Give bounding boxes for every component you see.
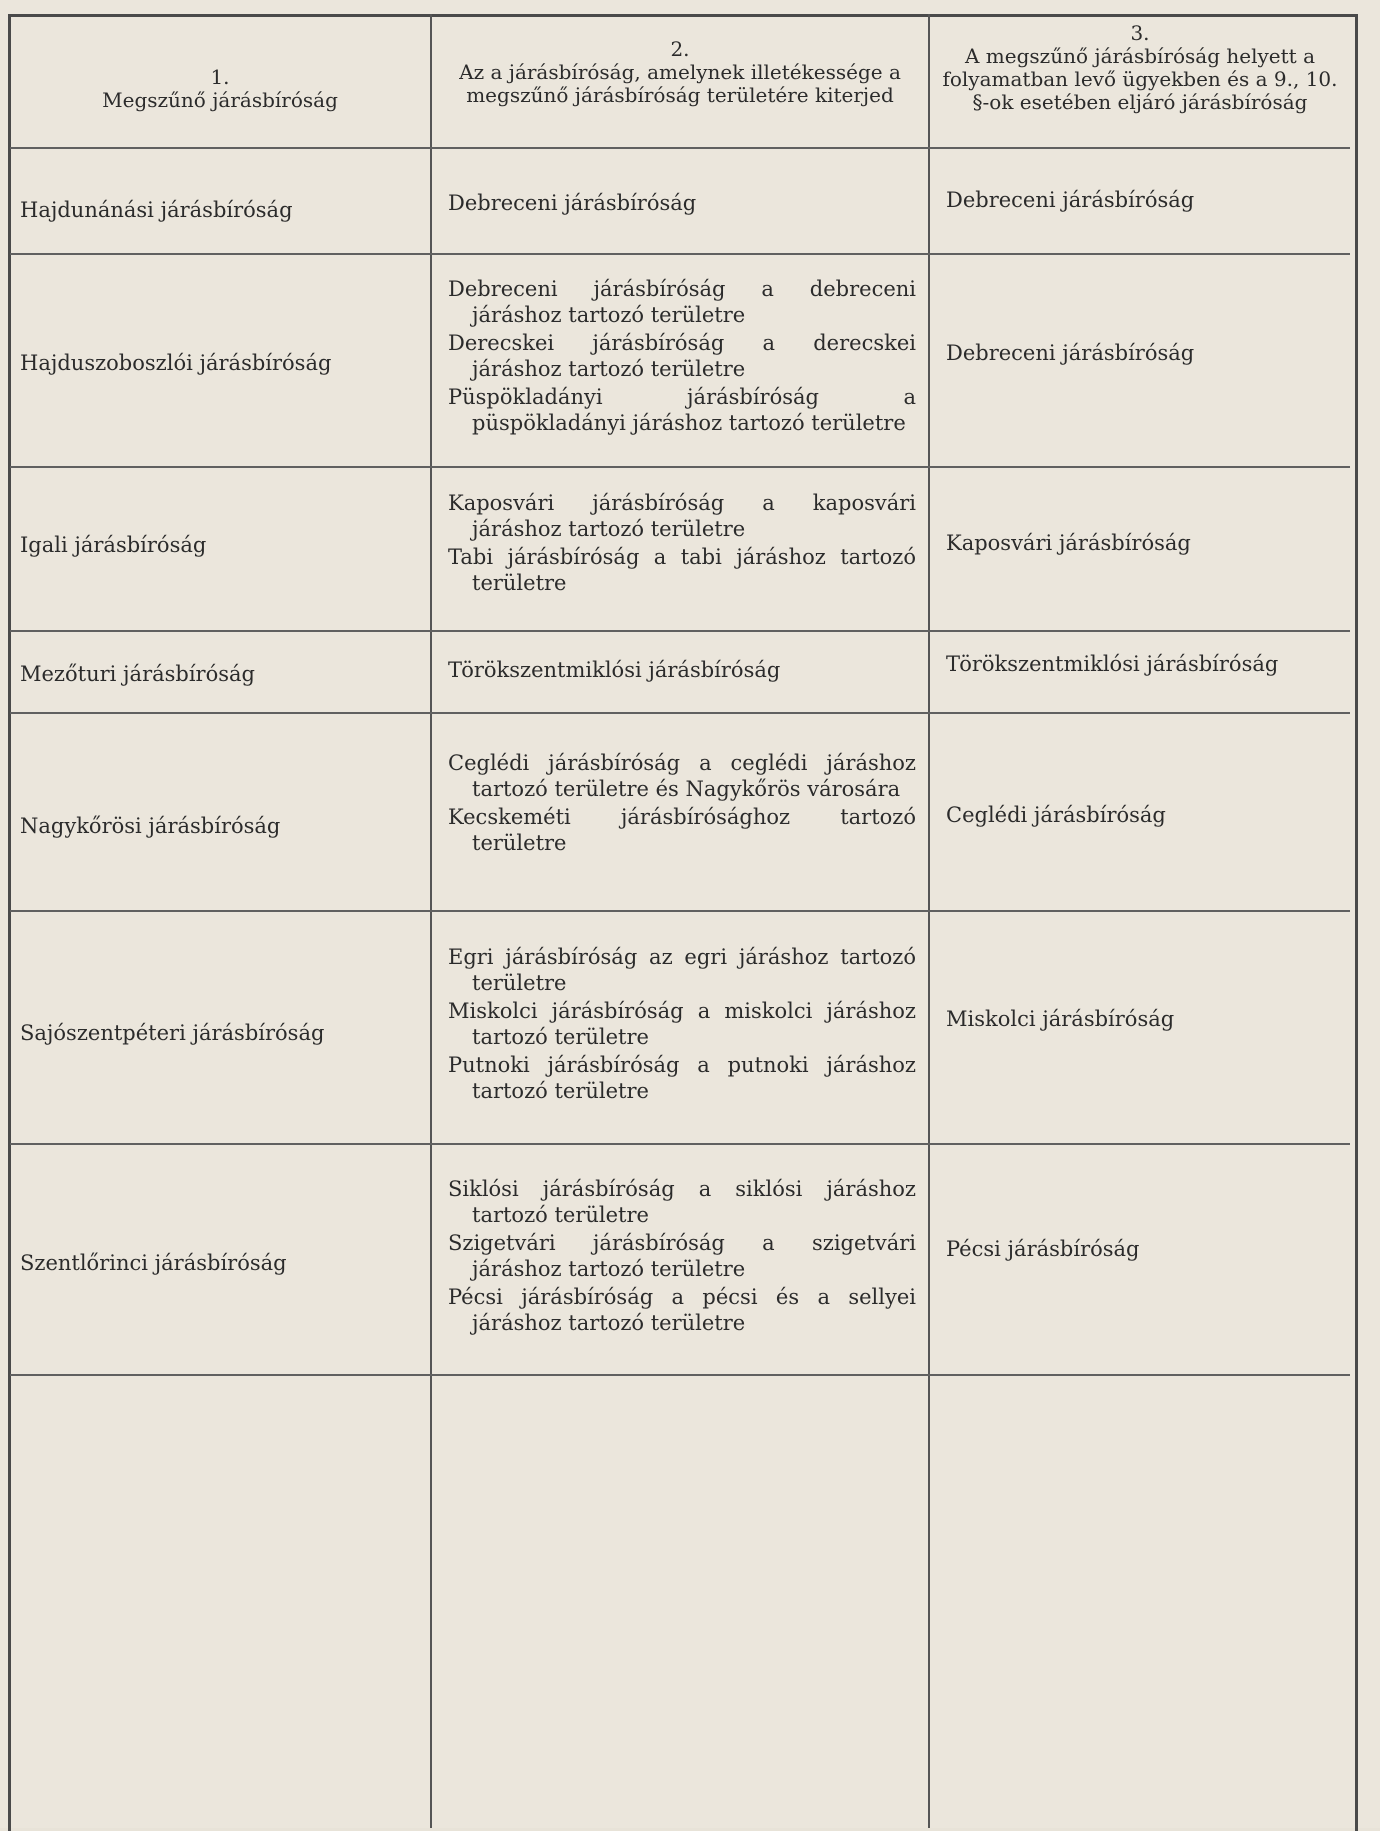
row5-jurisdiction-item: Kecskeméti járásbírósághoz tartozó területre <box>448 805 916 855</box>
row2-jurisdiction <box>448 276 916 438</box>
row6-jurisdiction-item: Putnoki járásbíróság a putnoki járáshoz tartozó területre <box>448 1053 916 1103</box>
row5-acting-court: Ceglédi járásbíróság <box>946 803 1166 827</box>
row5-court: Nagykőrösi járásbíróság <box>20 814 281 838</box>
row4-acting-court: Törökszentmiklósi járásbíróság <box>946 652 1279 676</box>
row6-acting-court: Miskolci járásbíróság <box>946 1007 1175 1031</box>
row-divider <box>10 1374 1350 1376</box>
row3-acting-court: Kaposvári járásbíróság <box>946 531 1191 555</box>
row3-jurisdiction <box>448 490 916 598</box>
header-col1-number: 1. <box>210 65 230 89</box>
header-col2-number: 2. <box>670 37 690 61</box>
row6-jurisdiction-item: Egri járásbíróság az egri járáshoz tartozó területre <box>448 945 916 995</box>
header-col2-title: Az a járásbíróság, amelynek illetékessége a megszűnő járásbíróság területére kiterjed <box>459 60 901 107</box>
row2-jurisdiction-item: Püspökladányi járásbíróság a püspökladányi járáshoz tartozó területre <box>448 385 916 435</box>
header-col3 <box>938 22 1342 114</box>
row1-jurisdiction-item: Debreceni járásbíróság <box>448 191 697 215</box>
row3-jurisdiction-item: Kaposvári járásbíróság a kaposvári járáshoz tartozó területre <box>448 491 916 541</box>
row2-jurisdiction-item: Derecskei járásbíróság a derecskei járáshoz tartozó területre <box>448 331 916 381</box>
column-divider-1 <box>430 14 432 1828</box>
row5-jurisdiction-item: Ceglédi járásbíróság a ceglédi járáshoz tartozó területre és Nagykőrös városára <box>448 751 916 801</box>
header-col1 <box>20 66 420 112</box>
row7-acting-court: Pécsi járásbíróság <box>946 1237 1140 1261</box>
header-col3-title: A megszűnő járásbíróság helyett a folyamatban levő ügyekben és a 9., 10. §-ok esetében eljáró járásbíróság <box>942 44 1338 114</box>
header-col1-title: Megszűnő járásbíróság <box>102 88 338 112</box>
row1-court: Hajdunánási járásbíróság <box>20 198 293 222</box>
row7-jurisdiction <box>448 1176 916 1338</box>
row1-jurisdiction <box>448 190 916 218</box>
row-divider <box>10 712 1350 714</box>
row7-jurisdiction-item: Pécsi járásbíróság a pécsi és a sellyei járáshoz tartozó területre <box>448 1285 916 1335</box>
row-divider <box>10 253 1350 255</box>
row7-jurisdiction-item: Siklósi járásbíróság a siklósi járáshoz tartozó területre <box>448 1177 916 1227</box>
row4-jurisdiction <box>448 657 916 685</box>
row7-jurisdiction-item: Szigetvári járásbíróság a szigetvári járáshoz tartozó területre <box>448 1231 916 1281</box>
row3-court: Igali járásbíróság <box>20 533 207 557</box>
header-col3-number: 3. <box>1130 21 1150 45</box>
row3-jurisdiction-item: Tabi járásbíróság a tabi járáshoz tartozó területre <box>448 545 916 595</box>
row2-court: Hajduszoboszlói járásbíróság <box>20 351 332 375</box>
row2-jurisdiction-item: Debreceni járásbíróság a debreceni járáshoz tartozó területre <box>448 277 916 327</box>
header-divider <box>10 147 1350 149</box>
row4-court: Mezőturi járásbíróság <box>20 662 255 686</box>
header-col2 <box>440 38 920 107</box>
row-divider <box>10 466 1350 468</box>
row6-jurisdiction-item: Miskolci járásbíróság a miskolci járáshoz tartozó területre <box>448 999 916 1049</box>
row2-acting-court: Debreceni járásbíróság <box>946 341 1195 365</box>
column-divider-2 <box>928 14 930 1828</box>
row1-acting-court: Debreceni járásbíróság <box>946 188 1195 212</box>
row7-court: Szentlőrinci járásbíróság <box>20 1251 287 1275</box>
row-divider <box>10 910 1350 912</box>
row6-court: Sajószentpéteri járásbíróság <box>20 1021 325 1045</box>
row6-jurisdiction <box>448 944 916 1106</box>
row4-jurisdiction-item: Törökszentmiklósi járásbíróság <box>448 658 781 682</box>
row5-jurisdiction <box>448 750 916 858</box>
row-divider <box>10 1143 1350 1145</box>
row-divider <box>10 630 1350 632</box>
